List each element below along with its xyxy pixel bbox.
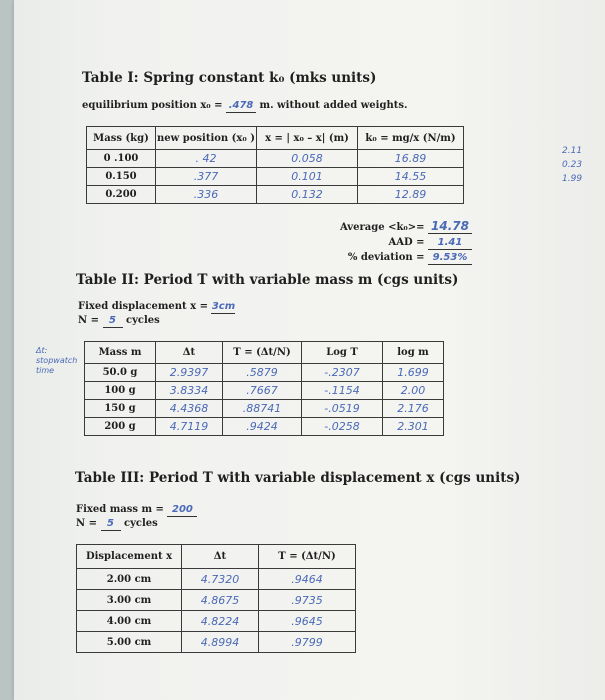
margin-note: Δt: stopwatch time [36,346,78,375]
table3-period: .9799 [259,632,356,653]
table3-dt: 4.8224 [182,611,259,632]
table3-header-dt: Δt [182,545,259,569]
table1-header-position: new position (x₀ ) [156,127,257,150]
table2-logT: -.1154 [302,382,383,400]
table2-period: .7667 [223,382,302,400]
table2-mass: 50.0 g [85,364,156,382]
table1-mass: 0 .100 [87,150,156,168]
average-value: 14.78 [428,220,472,234]
table3-dt: 4.8675 [182,590,259,611]
cycles-suffix: cycles [123,518,158,529]
side-note: 2.11 [562,146,583,156]
equilibrium-label: equilibrium position x₀ = [82,100,223,111]
deviation-value: 9.53% [428,253,472,265]
table-row [77,590,356,611]
table1-x: 0.101 [257,168,358,186]
table1-mass: 0.200 [87,186,156,204]
table3-displacement: 2.00 cm [77,569,182,590]
table2-header-logT: Log T [302,342,383,364]
table1-position: .377 [156,168,257,186]
table-row [85,400,444,418]
table2-dt: 2.9397 [156,364,223,382]
cycles-label: N = [76,518,98,529]
cycles-value: 5 [103,316,123,328]
table-row [87,186,464,204]
table2-logT: -.0258 [302,418,383,436]
fixed-mass-label: Fixed mass m = [76,504,164,515]
equilibrium-value: .478 [226,101,256,113]
table3-displacement: 3.00 cm [77,590,182,611]
table2-dt: 3.8334 [156,382,223,400]
table3-period: .9464 [259,569,356,590]
table2-header-logm: log m [383,342,444,364]
table-row [77,569,356,590]
table2-settings [78,300,235,328]
fixed-mass-value: 200 [167,505,197,517]
side-note: 0.23 [562,160,583,170]
table3-displacement: 5.00 cm [77,632,182,653]
cycles-value: 5 [101,519,121,531]
table2-logT: -.2307 [302,364,383,382]
table1-header-k: k₀ = mg/x (N/m) [358,127,464,150]
table2-logm: 2.176 [383,400,444,418]
table-row [77,611,356,632]
table1-x: 0.058 [257,150,358,168]
table2-mass: 150 g [85,400,156,418]
table-row [77,632,356,653]
table1-x: 0.132 [257,186,358,204]
table1-statistics [300,220,472,265]
table1-spring-constant [86,126,464,204]
table1-side-notes [562,144,582,186]
table3-settings [76,503,197,531]
table2-period: .9424 [223,418,302,436]
fixed-displacement-value: 3cm [211,301,236,312]
table-row [85,382,444,400]
fixed-displacement-label: Fixed displacement x = [78,301,208,312]
table1-position: .336 [156,186,257,204]
table1-k: 14.55 [358,168,464,186]
table2-title: Table II: Period T with variable mass m (cgs units) [76,272,459,288]
table1-header-x: x = | x₀ – x| (m) [257,127,358,150]
side-note: 1.99 [562,174,583,184]
cycles-label: N = [78,315,100,326]
table3-period: .9735 [259,590,356,611]
table2-dt: 4.7119 [156,418,223,436]
table2-period: .88741 [223,400,302,418]
table3-header-displacement: Displacement x [77,545,182,569]
table2-logm: 1.699 [383,364,444,382]
table-row [85,418,444,436]
table3-dt: 4.7320 [182,569,259,590]
table2-header-dt: Δt [156,342,223,364]
table2-period: .5879 [223,364,302,382]
table-row [85,364,444,382]
cycles-suffix: cycles [125,315,160,326]
table2-logT: -.0519 [302,400,383,418]
table3-displacement: 4.00 cm [77,611,182,632]
equilibrium-line [82,100,407,113]
table2-variable-mass [84,341,444,436]
table3-variable-displacement [76,544,356,653]
table1-title: Table I: Spring constant k₀ (mks units) [82,70,377,86]
table1-mass: 0.150 [87,168,156,186]
table2-header-mass: Mass m [85,342,156,364]
table3-period: .9645 [259,611,356,632]
equilibrium-suffix: m. without added weights. [259,100,408,111]
deviation-label: % deviation = [347,252,425,263]
table2-logm: 2.00 [383,382,444,400]
table1-k: 16.89 [358,150,464,168]
table1-header-mass: Mass (kg) [87,127,156,150]
average-label: Average <k₀>= [339,222,425,233]
table-row [87,150,464,168]
table3-title: Table III: Period T with variable displacement x (cgs units) [75,470,521,486]
aad-value: 1.41 [428,238,472,250]
table1-k: 12.89 [358,186,464,204]
table2-logm: 2.301 [383,418,444,436]
aad-label: AAD = [388,237,425,248]
table1-position: . 42 [156,150,257,168]
table2-header-period: T = (Δt/N) [223,342,302,364]
table2-mass: 100 g [85,382,156,400]
table3-dt: 4.8994 [182,632,259,653]
table3-header-period: T = (Δt/N) [259,545,356,569]
table2-dt: 4.4368 [156,400,223,418]
table2-mass: 200 g [85,418,156,436]
table-row [87,168,464,186]
